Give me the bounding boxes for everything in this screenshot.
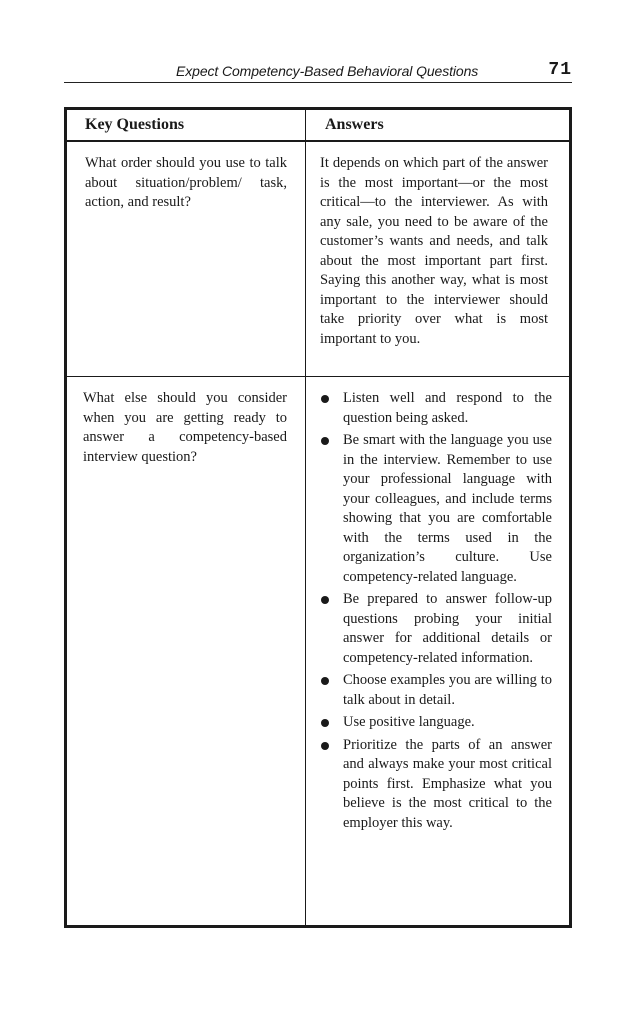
- column-divider: [305, 110, 306, 925]
- answer-list-item: Prioritize the parts of an answer and always make your most critical points first. Emphasize what you believe is the most critical to the employer this way.: [318, 736, 552, 834]
- answer-list-item: Be smart with the language you use in the interview. Remember to use your professional language with your colleagues, and include terms showing that you are comfortable with the terms used in the organization’s culture. Use competency-related language.: [318, 431, 552, 587]
- bullet-icon: [321, 437, 329, 445]
- answer-bullet-list: [318, 389, 552, 836]
- running-title: Expect Competency-Based Behavioral Questions: [176, 63, 479, 79]
- column-header-key-questions: Key Questions: [85, 116, 185, 133]
- answer-list-item: Be prepared to answer follow-up questions probing your initial answer for additional details or competency-related information.: [318, 590, 552, 668]
- bullet-icon: [321, 719, 329, 727]
- bullet-icon: [321, 395, 329, 403]
- bullet-icon: [321, 596, 329, 604]
- row-divider: [67, 376, 569, 377]
- question-cell: What order should you use to talk about situation/problem/ task, action, and result?: [85, 155, 287, 210]
- header-rule: [67, 140, 569, 142]
- column-header-answers: Answers: [325, 116, 384, 133]
- answer-cell: It depends on which part of the answer is the most important—or the most critical—to the interviewer. As with any sale, you need to be aware of the customer’s wants and needs, and talk about the most important part first. Saying this another way, what is most important to the interviewer should take priority over what is most important to you.: [320, 155, 548, 347]
- qa-table: [64, 107, 572, 928]
- bullet-icon: [321, 742, 329, 750]
- page-number: 71: [548, 60, 572, 80]
- answer-list-item: Listen well and respond to the question being asked.: [318, 389, 552, 428]
- answer-list-item: Use positive language.: [318, 713, 552, 733]
- question-cell: What else should you consider when you are getting ready to answer a competency-based interview question?: [83, 390, 287, 465]
- bullet-icon: [321, 677, 329, 685]
- running-head: [64, 60, 572, 83]
- answer-list-item: Choose examples you are willing to talk about in detail.: [318, 671, 552, 710]
